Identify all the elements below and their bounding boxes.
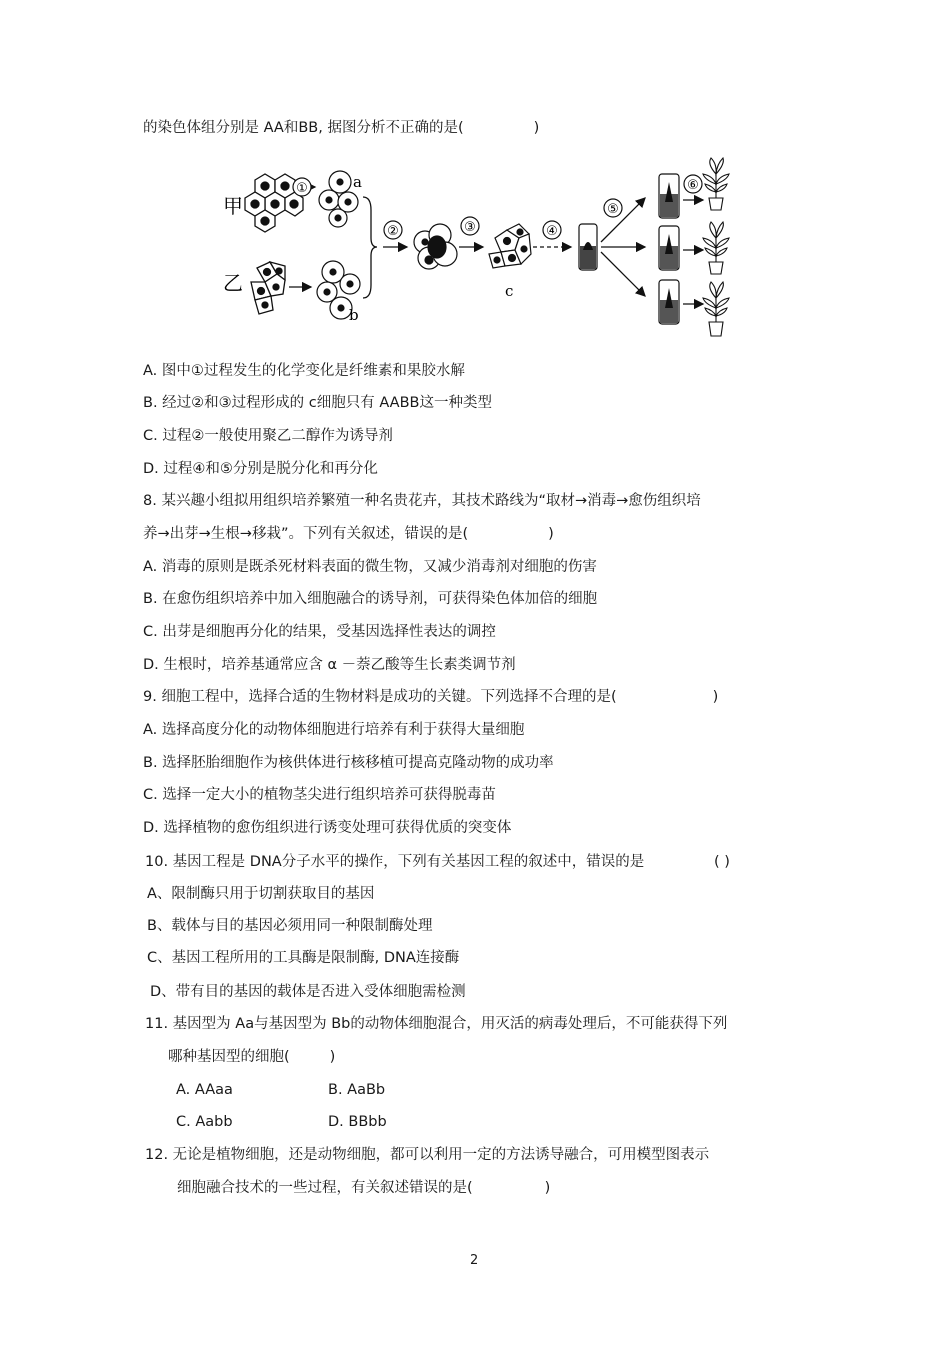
callus-tube bbox=[579, 224, 597, 270]
q10-paren: ( ) bbox=[714, 854, 730, 870]
q12-paren-close: ) bbox=[544, 1180, 551, 1196]
svg-text:⑥: ⑥ bbox=[687, 178, 699, 193]
step3-label bbox=[461, 217, 479, 235]
q12-stem-line2 bbox=[177, 1179, 550, 1197]
q9-option-c: C. 选择一定大小的植物茎尖进行组织培养可获得脱毒苗 bbox=[143, 787, 496, 803]
q9-stem bbox=[143, 688, 718, 706]
q8-stem-line2 bbox=[143, 525, 554, 543]
intro-line bbox=[143, 119, 539, 137]
step1-label bbox=[293, 178, 311, 196]
svg-text:①: ① bbox=[296, 181, 308, 196]
yi-cell-cluster bbox=[251, 262, 285, 314]
q11-option-a: A. AAaa bbox=[176, 1082, 233, 1098]
q9-paren-close: ) bbox=[712, 689, 719, 705]
q12-stem-line1: 12. 无论是植物细胞，还是动物细胞，都可以利用一定的方法诱导融合，可用模型图表示 bbox=[145, 1147, 710, 1163]
svg-text:②: ② bbox=[387, 224, 399, 239]
shoot-tube-2 bbox=[659, 226, 679, 270]
q9-stem-text: 9. 细胞工程中，选择合适的生物材料是成功的关键。下列选择不合理的是( bbox=[143, 689, 617, 705]
q10-option-b: B、载体与目的基因必须用同一种限制酶处理 bbox=[147, 918, 433, 934]
shoot-tube-3 bbox=[659, 280, 679, 324]
q11-option-b: B. AaBb bbox=[328, 1082, 386, 1098]
step5-label bbox=[604, 199, 622, 217]
q8-paren-close: ) bbox=[548, 526, 554, 542]
q7-option-b: B. 经过②和③过程形成的 c细胞只有 AABB这一种类型 bbox=[143, 395, 492, 411]
svg-text:⑤: ⑤ bbox=[607, 202, 619, 217]
q8-option-c: C. 出芽是细胞再分化的结果，受基因选择性表达的调控 bbox=[143, 624, 496, 640]
potted-plant-2 bbox=[703, 222, 729, 274]
step6-label bbox=[684, 175, 702, 193]
label-c: c bbox=[505, 282, 514, 300]
q9-option-b: B. 选择胚胎细胞作为核供体进行核移植可提高克隆动物的成功率 bbox=[143, 755, 554, 771]
q11-paren-close: ) bbox=[329, 1049, 336, 1065]
q11-stem-line2 bbox=[168, 1048, 335, 1066]
q8-option-d: D. 生根时，培养基通常应含 α －萘乙酸等生长素类调节剂 bbox=[143, 657, 516, 673]
q11-stem-line1: 11. 基因型为 Aa与基因型为 Bb的动物体细胞混合，用灭活的病毒处理后，不可能获得下列 bbox=[145, 1016, 728, 1032]
potted-plant-1 bbox=[703, 158, 729, 210]
shoot-tube-1 bbox=[659, 174, 679, 218]
potted-plant-3 bbox=[703, 282, 729, 336]
q9-option-a: A. 选择高度分化的动物体细胞进行培养有利于获得大量细胞 bbox=[143, 722, 525, 738]
q11-stem-text: 哪种基因型的细胞( bbox=[168, 1049, 290, 1065]
q8-stem-line1: 8. 某兴趣小组拟用组织培养繁殖一种名贵花卉，其技术路线为“取材→消毒→愈伤组织培 bbox=[143, 493, 701, 509]
q9-option-d: D. 选择植物的愈伤组织进行诱变处理可获得优质的突变体 bbox=[143, 820, 512, 836]
page-number: 2 bbox=[470, 1253, 479, 1268]
q11-option-c: C. Aabb bbox=[176, 1114, 233, 1130]
svg-text:④: ④ bbox=[546, 224, 558, 239]
q8-option-a: A. 消毒的原则是既杀死材料表面的微生物，又减少消毒剂对细胞的伤害 bbox=[143, 559, 597, 575]
hybrid-cells-c bbox=[489, 224, 531, 268]
q11-option-d: D. BBbb bbox=[328, 1114, 387, 1130]
q12-stem-text: 细胞融合技术的一些过程，有关叙述错误的是( bbox=[177, 1180, 473, 1196]
svg-text:③: ③ bbox=[464, 220, 476, 235]
cell-fusion-diagram bbox=[215, 150, 750, 345]
q10-stem: 10. 基因工程是 DNA分子水平的操作，下列有关基因工程的叙述中，错误的是 bbox=[145, 854, 645, 870]
label-b: b bbox=[349, 306, 359, 324]
q10-option-c: C、基因工程所用的工具酶是限制酶, DNA连接酶 bbox=[147, 950, 460, 966]
q8-stem-text: 养→出芽→生根→移栽”。下列有关叙述，错误的是( bbox=[143, 526, 469, 542]
step2-label bbox=[384, 221, 402, 239]
q10-option-d: D、带有目的基因的载体是否进入受体细胞需检测 bbox=[150, 984, 466, 1000]
q7-option-d: D. 过程④和⑤分别是脱分化和再分化 bbox=[143, 461, 378, 477]
intro-paren-close: ) bbox=[533, 120, 540, 136]
q10-option-a: A、限制酶只用于切割获取目的基因 bbox=[147, 886, 375, 902]
q8-option-b: B. 在愈伤组织培养中加入细胞融合的诱导剂，可获得染色体加倍的细胞 bbox=[143, 591, 598, 607]
intro-text: 的染色体组分别是 AA和BB, 据图分析不正确的是( bbox=[143, 120, 464, 136]
merge-bracket bbox=[363, 197, 377, 298]
label-a: a bbox=[353, 173, 362, 191]
label-jia: 甲 bbox=[223, 194, 243, 218]
fusing-cells bbox=[414, 224, 457, 269]
step4-label bbox=[543, 221, 561, 239]
q7-option-a: A. 图中①过程发生的化学变化是纤维素和果胶水解 bbox=[143, 363, 465, 379]
label-yi: 乙 bbox=[223, 271, 243, 295]
q7-option-c: C. 过程②一般使用聚乙二醇作为诱导剂 bbox=[143, 428, 393, 444]
